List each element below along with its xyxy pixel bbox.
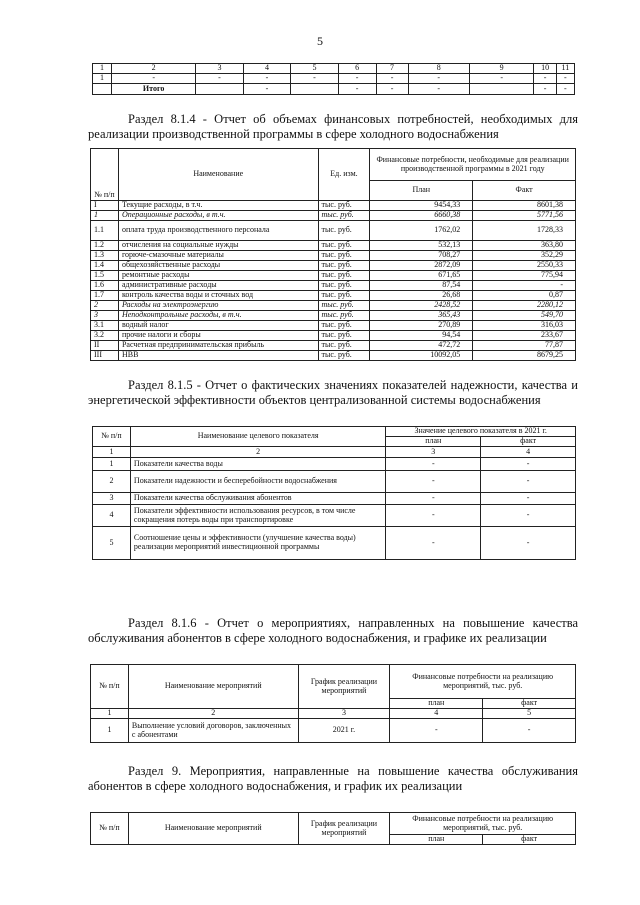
row-number: 4 xyxy=(93,505,131,527)
table-cell: - xyxy=(556,84,574,95)
table-row xyxy=(91,221,576,241)
fact-value: - xyxy=(481,493,576,505)
table-row xyxy=(93,505,576,527)
row-number: 1.3 xyxy=(91,251,119,261)
table-cell: - xyxy=(243,74,291,84)
plan-value: - xyxy=(390,719,483,743)
row-number: 1.2 xyxy=(91,241,119,251)
table-cell: - xyxy=(469,74,534,84)
fact-value: - xyxy=(481,527,576,560)
page-number: 5 xyxy=(317,34,323,48)
table-row xyxy=(93,74,575,84)
col-target-header: Значение целевого показателя в 2021 г. xyxy=(386,427,576,437)
row-name: административные расходы xyxy=(118,281,318,291)
row-unit: тыс. руб. xyxy=(318,291,370,301)
row-name: Расчетная предпринимательская прибыль xyxy=(118,341,318,351)
fact-value: - xyxy=(481,505,576,527)
row-unit: тыс. руб. xyxy=(318,301,370,311)
column-number: 4 xyxy=(243,64,291,74)
plan-value: 532,13 xyxy=(370,241,473,251)
fact-value: 77,87 xyxy=(473,341,576,351)
table-row xyxy=(93,493,576,505)
table-row xyxy=(91,251,576,261)
fact-value: 8601,38 xyxy=(473,201,576,211)
plan-value: 94,54 xyxy=(370,331,473,341)
row-number: 3 xyxy=(91,311,119,321)
row-name: Показатели качества воды xyxy=(130,458,385,471)
plan-value: 9454,33 xyxy=(370,201,473,211)
row-number: 1 xyxy=(93,458,131,471)
fact-value: 8679,25 xyxy=(473,351,576,361)
row-name: оплата труда производственного персонала xyxy=(118,221,318,241)
plan-value: 6660,38 xyxy=(370,211,473,221)
row-name: Операционные расходы, в т.ч. xyxy=(118,211,318,221)
table-row xyxy=(91,261,576,271)
row-name: Показатели качества обслуживания абонентов xyxy=(130,493,385,505)
row-name: водный налог xyxy=(118,321,318,331)
row-name: Соотношение цены и эффективности (улучшение качества воды) реализации мероприятий инвестиционной программы xyxy=(130,527,385,560)
row-unit: тыс. руб. xyxy=(318,261,370,271)
plan-value: 10092,05 xyxy=(370,351,473,361)
column-number: 3 xyxy=(298,709,390,719)
row-number: 1.1 xyxy=(91,221,119,241)
fact-value: 549,70 xyxy=(473,311,576,321)
row-name: Показатели эффективности использования ресурсов, в том числе сокращения потерь воды при транспортировке xyxy=(130,505,385,527)
plan-value: 2428,52 xyxy=(370,301,473,311)
table-cell xyxy=(469,84,534,95)
section-9-table xyxy=(90,812,576,845)
column-number: 1 xyxy=(93,447,131,458)
col-fact-header: факт xyxy=(481,437,576,447)
table-row xyxy=(93,471,576,493)
row-unit: тыс. руб. xyxy=(318,241,370,251)
fact-value: 233,67 xyxy=(473,331,576,341)
table-row xyxy=(91,301,576,311)
plan-value: - xyxy=(386,527,481,560)
column-number: 8 xyxy=(408,64,469,74)
table-row xyxy=(93,527,576,560)
row-name: НВВ xyxy=(118,351,318,361)
total-label: Итого xyxy=(112,84,196,95)
fact-value: 0,87 xyxy=(473,291,576,301)
table-row xyxy=(91,291,576,301)
row-number: 3 xyxy=(93,493,131,505)
fact-value: - xyxy=(483,719,576,743)
plan-value: - xyxy=(386,505,481,527)
col-schedule-header: График реализации мероприятий xyxy=(298,665,390,709)
fact-value: 775,94 xyxy=(473,271,576,281)
column-number: 2 xyxy=(130,447,385,458)
table-cell: - xyxy=(243,84,291,95)
table-row xyxy=(91,321,576,331)
table-cell: - xyxy=(408,74,469,84)
plan-value: 365,43 xyxy=(370,311,473,321)
row-unit: тыс. руб. xyxy=(318,331,370,341)
plan-value: 472,72 xyxy=(370,341,473,351)
row-unit: тыс. руб. xyxy=(318,271,370,281)
table-row xyxy=(91,709,576,719)
table-header-row xyxy=(93,64,575,74)
column-number: 2 xyxy=(112,64,196,74)
table-cell: - xyxy=(556,74,574,84)
row-number: 2 xyxy=(91,301,119,311)
row-number: I xyxy=(91,201,119,211)
table-row xyxy=(91,271,576,281)
column-number: 4 xyxy=(481,447,576,458)
row-name: прочие налоги и сборы xyxy=(118,331,318,341)
column-number: 1 xyxy=(91,709,129,719)
fact-value: 1728,33 xyxy=(473,221,576,241)
row-number: 1.4 xyxy=(91,261,119,271)
table-row xyxy=(91,331,576,341)
row-number: 2 xyxy=(93,471,131,493)
col-num-header: № п/п xyxy=(91,149,119,201)
table-cell: - xyxy=(291,74,339,84)
col-plan-header: план xyxy=(390,835,483,845)
table-row xyxy=(91,311,576,321)
fact-value: 2280,12 xyxy=(473,301,576,311)
fact-value: - xyxy=(481,471,576,493)
row-name: общехозяйственные расходы xyxy=(118,261,318,271)
table-cell: - xyxy=(376,84,408,95)
column-number: 4 xyxy=(390,709,483,719)
plan-value: 87,54 xyxy=(370,281,473,291)
col-schedule-header: График реализации мероприятий xyxy=(298,813,390,845)
plan-value: 671,65 xyxy=(370,271,473,281)
table-row xyxy=(91,241,576,251)
row-unit: тыс. руб. xyxy=(318,351,370,361)
row-number: 1 xyxy=(91,719,129,743)
column-number: 9 xyxy=(469,64,534,74)
col-plan-header: план xyxy=(386,437,481,447)
row-number: 1 xyxy=(91,211,119,221)
table-cell: - xyxy=(112,74,196,84)
col-name-header: Наименование мероприятий xyxy=(128,813,298,845)
table-cell: - xyxy=(196,74,244,84)
row-schedule: 2021 г. xyxy=(298,719,390,743)
column-number: 3 xyxy=(386,447,481,458)
col-plan-header: План xyxy=(370,181,473,201)
table-cell: - xyxy=(408,84,469,95)
plan-value: - xyxy=(386,471,481,493)
row-name: горюче-смазочные материалы xyxy=(118,251,318,261)
row-number: III xyxy=(91,351,119,361)
fact-value: 363,80 xyxy=(473,241,576,251)
row-unit: тыс. руб. xyxy=(318,341,370,351)
table-cell: - xyxy=(534,74,556,84)
col-name-header: Наименование мероприятий xyxy=(128,665,298,709)
plan-value: 1762,02 xyxy=(370,221,473,241)
top-table xyxy=(92,63,575,95)
plan-value: - xyxy=(386,458,481,471)
section-9-heading: Раздел 9. Мероприятия, направленные на повышение качества обслуживания абонентов в сфере холодного водоснабжения, и график их реализации xyxy=(88,764,578,793)
table-cell: - xyxy=(338,84,376,95)
column-number: 5 xyxy=(291,64,339,74)
row-number: 1.7 xyxy=(91,291,119,301)
column-number: 7 xyxy=(376,64,408,74)
col-num-header: № п/п xyxy=(93,427,131,447)
indicators-table xyxy=(92,426,576,560)
row-number: 5 xyxy=(93,527,131,560)
table-cell: - xyxy=(338,74,376,84)
col-financial-header: Финансовые потребности на реализацию мероприятий, тыс. руб. xyxy=(390,813,576,835)
row-unit: тыс. руб. xyxy=(318,201,370,211)
col-name-header: Наименование xyxy=(118,149,318,201)
fact-value: 5771,56 xyxy=(473,211,576,221)
fact-value: 316,03 xyxy=(473,321,576,331)
table-row xyxy=(91,719,576,743)
fact-value: - xyxy=(473,281,576,291)
plan-value: 26,68 xyxy=(370,291,473,301)
column-number: 6 xyxy=(338,64,376,74)
col-name-header: Наименование целевого показателя xyxy=(130,427,385,447)
col-fact-header: факт xyxy=(483,699,576,709)
row-unit: тыс. руб. xyxy=(318,251,370,261)
table-cell xyxy=(93,84,112,95)
column-number: 2 xyxy=(128,709,298,719)
column-number: 5 xyxy=(483,709,576,719)
row-unit: тыс. руб. xyxy=(318,211,370,221)
row-name: Выполнение условий договоров, заключенных с абонентами xyxy=(128,719,298,743)
section-8-1-5-heading: Раздел 8.1.5 - Отчет о фактических значениях показателей надежности, качества и энергетической эффективности объектов централизованной системы водоснабжения xyxy=(88,378,578,407)
row-name: Расходы на электроэнергию xyxy=(118,301,318,311)
column-number: 10 xyxy=(534,64,556,74)
table-row xyxy=(93,84,575,95)
table-row xyxy=(91,351,576,361)
row-unit: тыс. руб. xyxy=(318,311,370,321)
table-cell: - xyxy=(534,84,556,95)
fact-value: 2550,33 xyxy=(473,261,576,271)
row-number: 3.2 xyxy=(91,331,119,341)
col-fact-header: факт xyxy=(483,835,576,845)
col-financial-header: Финансовые потребности на реализацию мероприятий, тыс. руб. xyxy=(390,665,576,699)
section-8-1-4-heading: Раздел 8.1.4 - Отчет об объемах финансовых потребностей, необходимых для реализации производственной программы в сфере холодного водоснабжения xyxy=(88,112,578,141)
plan-value: 270,89 xyxy=(370,321,473,331)
col-num-header: № п/п xyxy=(91,813,129,845)
row-unit: тыс. руб. xyxy=(318,281,370,291)
col-unit-header: Ед. изм. xyxy=(318,149,370,201)
measures-table xyxy=(90,664,576,743)
col-plan-header: план xyxy=(390,699,483,709)
plan-value: - xyxy=(386,493,481,505)
table-cell xyxy=(196,84,244,95)
table-row xyxy=(91,341,576,351)
row-name: ремонтные расходы xyxy=(118,271,318,281)
row-number: II xyxy=(91,341,119,351)
plan-value: 708,27 xyxy=(370,251,473,261)
table-row xyxy=(91,201,576,211)
col-financial-header: Финансовые потребности, необходимые для реализации производственной программы в 2021 году xyxy=(370,149,576,181)
row-unit: тыс. руб. xyxy=(318,221,370,241)
table-cell: - xyxy=(376,74,408,84)
table-row xyxy=(91,211,576,221)
table-cell xyxy=(291,84,339,95)
col-num-header: № п/п xyxy=(91,665,129,709)
financial-needs-table xyxy=(90,148,576,361)
table-row xyxy=(93,458,576,471)
row-number: 3.1 xyxy=(91,321,119,331)
column-number: 1 xyxy=(93,64,112,74)
fact-value: - xyxy=(481,458,576,471)
column-number: 3 xyxy=(196,64,244,74)
table-cell: 1 xyxy=(93,74,112,84)
row-number: 1.5 xyxy=(91,271,119,281)
row-name: Текущие расходы, в т.ч. xyxy=(118,201,318,211)
col-fact-header: Факт xyxy=(473,181,576,201)
row-name: Неподконтрольные расходы, в т.ч. xyxy=(118,311,318,321)
row-name: контроль качества воды и сточных вод xyxy=(118,291,318,301)
row-unit: тыс. руб. xyxy=(318,321,370,331)
section-8-1-6-heading: Раздел 8.1.6 - Отчет о мероприятиях, направленных на повышение качества обслуживания абонентов в сфере холодного водоснабжения, и графике их реализации xyxy=(88,616,578,645)
row-number: 1.6 xyxy=(91,281,119,291)
column-number: 11 xyxy=(556,64,574,74)
plan-value: 2872,09 xyxy=(370,261,473,271)
table-row xyxy=(91,281,576,291)
row-name: отчисления на социальные нужды xyxy=(118,241,318,251)
fact-value: 352,29 xyxy=(473,251,576,261)
row-name: Показатели надежности и бесперебойности водоснабжения xyxy=(130,471,385,493)
